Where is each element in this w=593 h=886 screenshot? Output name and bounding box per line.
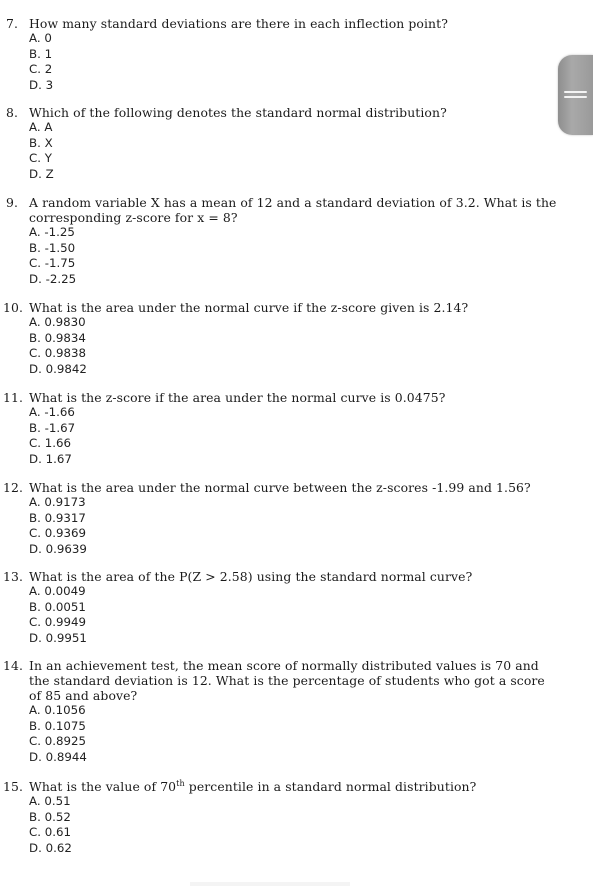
question-9 xyxy=(0,195,560,287)
option-d[interactable]: D. 1.67 xyxy=(29,451,72,466)
option-c[interactable]: C. 0.61 xyxy=(29,825,72,840)
question-text: What is the area under the normal curve between the z-scores -1.99 and 1.56? xyxy=(29,480,531,495)
grip-line xyxy=(564,96,587,98)
option-a[interactable]: A. 0.51 xyxy=(29,794,71,808)
question-13 xyxy=(0,569,560,646)
option-c[interactable]: C. 0.9369 xyxy=(29,526,87,541)
options-list xyxy=(0,703,560,765)
page-edge-divider xyxy=(190,882,350,886)
question-7 xyxy=(0,16,560,93)
option-c[interactable]: C. 2 xyxy=(29,62,53,77)
option-a[interactable]: A. 0 xyxy=(29,31,52,45)
option-d[interactable]: D. -2.25 xyxy=(29,271,77,286)
question-11 xyxy=(0,390,560,467)
ordinal-suffix: th xyxy=(176,778,185,788)
option-c[interactable]: C. Y xyxy=(29,151,52,166)
option-a[interactable]: A. A xyxy=(29,120,53,134)
question-text: What is the z-score if the area under the normal curve is 0.0475? xyxy=(29,390,446,405)
options-list xyxy=(0,120,560,182)
option-c[interactable]: C. 0.9949 xyxy=(29,615,87,630)
option-d[interactable]: D. 0.9639 xyxy=(29,541,87,556)
options-list xyxy=(0,31,560,93)
question-text-end: percentile in a standard normal distribution? xyxy=(184,779,477,794)
question-number: 7. xyxy=(6,16,19,31)
question-text: Which of the following denotes the standard normal distribution? xyxy=(29,105,447,120)
option-b[interactable]: B. 0.1075 xyxy=(29,718,86,733)
question-14 xyxy=(0,658,560,765)
options-list xyxy=(0,315,560,377)
option-a[interactable]: A. 0.9830 xyxy=(29,315,86,329)
question-text: In an achievement test, the mean score of normally distributed values is 70 and the standard deviation is 12. What is the percentage of students who got a score of 85 and above? xyxy=(29,658,545,703)
question-10 xyxy=(0,300,560,377)
question-number: 10. xyxy=(3,300,24,315)
option-b[interactable]: B. 1 xyxy=(29,46,53,61)
option-c[interactable]: C. 0.8925 xyxy=(29,734,87,749)
option-b[interactable]: B. 0.52 xyxy=(29,809,71,824)
question-number: 9. xyxy=(6,195,19,210)
question-number: 14. xyxy=(3,658,24,673)
option-a[interactable]: A. -1.25 xyxy=(29,225,75,239)
option-a[interactable]: A. 0.0049 xyxy=(29,584,86,598)
question-number: 15. xyxy=(3,779,24,794)
drag-handle-icon[interactable] xyxy=(558,55,593,135)
option-a[interactable]: A. -1.66 xyxy=(29,405,75,419)
question-text-start: What is the value of 70 xyxy=(29,779,177,794)
options-list xyxy=(0,225,560,287)
option-c[interactable]: C. -1.75 xyxy=(29,256,76,271)
question-text xyxy=(29,779,560,794)
question-8 xyxy=(0,105,560,182)
question-12 xyxy=(0,480,560,557)
question-text: How many standard deviations are there in each inflection point? xyxy=(29,16,448,31)
question-text: A random variable X has a mean of 12 and a standard deviation of 3.2. What is the corresponding z-score for x = 8? xyxy=(29,195,557,225)
options-list xyxy=(0,405,560,467)
options-list xyxy=(0,495,560,557)
option-d[interactable]: D. 3 xyxy=(29,77,54,92)
question-number: 8. xyxy=(6,105,19,120)
option-a[interactable]: A. 0.1056 xyxy=(29,703,86,717)
option-d[interactable]: D. 0.8944 xyxy=(29,749,87,764)
option-b[interactable]: B. 0.9834 xyxy=(29,330,86,345)
option-b[interactable]: B. -1.50 xyxy=(29,240,76,255)
option-c[interactable]: C. 0.9838 xyxy=(29,346,87,361)
option-c[interactable]: C. 1.66 xyxy=(29,436,72,451)
question-15 xyxy=(0,779,560,856)
option-d[interactable]: D. 0.9951 xyxy=(29,630,87,645)
question-number: 13. xyxy=(3,569,24,584)
question-text: What is the area under the normal curve if the z-score given is 2.14? xyxy=(29,300,469,315)
option-b[interactable]: B. 0.9317 xyxy=(29,510,86,525)
options-list xyxy=(0,584,560,646)
option-d[interactable]: D. Z xyxy=(29,166,54,181)
question-number: 12. xyxy=(3,480,24,495)
grip-line xyxy=(564,91,587,93)
question-number: 11. xyxy=(3,390,24,405)
option-b[interactable]: B. X xyxy=(29,135,53,150)
options-list xyxy=(0,794,560,856)
option-b[interactable]: B. -1.67 xyxy=(29,420,76,435)
option-d[interactable]: D. 0.9842 xyxy=(29,361,87,376)
option-b[interactable]: B. 0.0051 xyxy=(29,599,86,614)
question-text: What is the area of the P(Z > 2.58) using the standard normal curve? xyxy=(29,569,473,584)
option-a[interactable]: A. 0.9173 xyxy=(29,495,86,509)
option-d[interactable]: D. 0.62 xyxy=(29,840,72,855)
